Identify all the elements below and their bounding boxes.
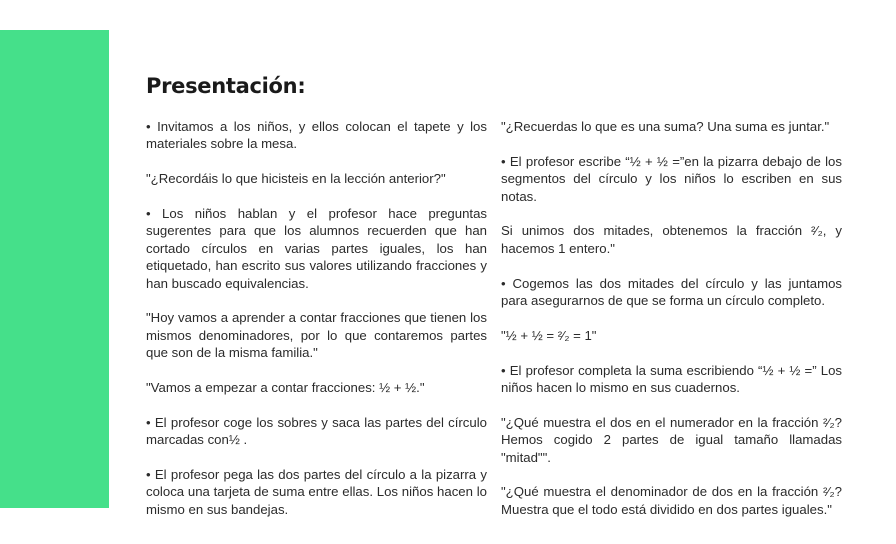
- left-column: [146, 118, 487, 536]
- paragraph: • El profesor escribe “½ + ½ =”en la pizarra debajo de los segmentos del círculo y los niños lo escriben en sus notas.: [501, 153, 842, 204]
- paragraph: "¿Recuerdas lo que es una suma? Una suma es juntar.": [501, 119, 830, 134]
- paragraph: • El profesor coge los sobres y saca las partes del círculo marcadas con½ .: [146, 414, 487, 448]
- slide-title: Presentación:: [146, 74, 306, 98]
- accent-bar: [0, 30, 109, 508]
- paragraph: "¿Qué muestra el dos en el numerador en la fracción ²⁄₂? Hemos cogido 2 partes de igual tamaño llamadas "mitad"".: [501, 414, 842, 465]
- paragraph: • El profesor pega las dos partes del círculo a la pizarra y coloca una tarjeta de suma entre ellas. Los niños hacen lo mismo en sus bandejas.: [146, 467, 487, 517]
- paragraph: "¿Qué muestra el denominador de dos en la fracción ²⁄₂? Muestra que el todo está dividido en dos partes iguales.": [501, 484, 842, 517]
- paragraph: "¿Recordáis lo que hicisteis en la lección anterior?": [146, 171, 446, 187]
- right-column: [501, 118, 842, 536]
- paragraph: • Cogemos las dos mitades del círculo y las juntamos para asegurarnos de que se forma un círculo completo.: [501, 275, 842, 309]
- paragraph: "Vamos a empezar a contar fracciones: ½ + ½.": [146, 380, 425, 396]
- paragraph: Si unimos dos mitades, obtenemos la fracción ²⁄₂, y hacemos 1 entero.": [501, 223, 842, 256]
- paragraph: • Los niños hablan y el profesor hace preguntas sugerentes para que los alumnos recuerden que han cortado círculos en varias partes iguales, los han etiquetado, han escrito sus valores utilizando fracciones y han buscado equivalencias.: [146, 206, 487, 291]
- paragraph: "Hoy vamos a aprender a contar fracciones que tienen los mismos denominadores, por lo que contaremos partes que son de la misma familia.": [146, 310, 487, 361]
- paragraph: • Invitamos a los niños, y ellos colocan el tapete y los materiales sobre la mesa.: [146, 119, 487, 152]
- paragraph: "½ + ½ = ²⁄₂ = 1": [501, 327, 597, 343]
- paragraph: • El profesor completa la suma escribiendo “½ + ½ =” Los niños hacen lo mismo en sus cuadernos.: [501, 362, 842, 396]
